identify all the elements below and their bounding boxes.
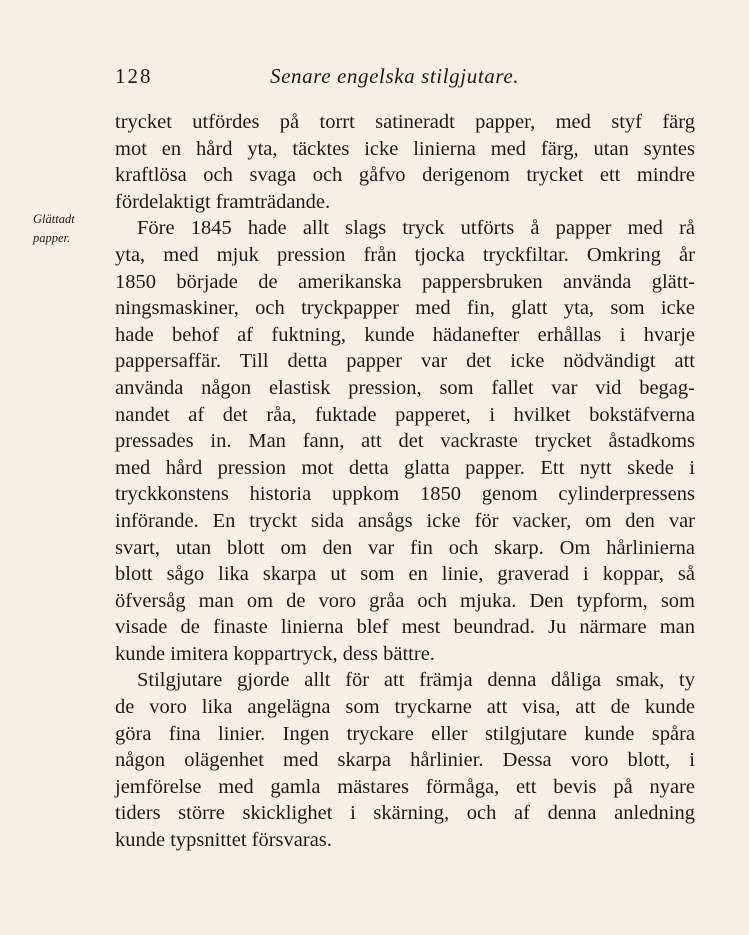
text-line: använda någon elastisk pression, som fallet var vid begag-	[115, 376, 695, 399]
text-line: pressades in. Man fann, att det vackraste trycket åstadkoms	[115, 430, 695, 453]
text-line: fördelaktigt framträdande.	[115, 190, 331, 213]
text-line: tryckkonstens historia uppkom 1850 genom cylinderpressens	[115, 483, 695, 506]
text-line: visade de finaste linierna blef mest beundrad. Ju närmare man	[115, 616, 695, 639]
text-line: mot en hård yta, täcktes icke linierna med färg, utan syntes	[115, 137, 695, 160]
margin-note-line: Glättadt	[33, 212, 75, 226]
text-line: med hård pression mot detta glatta papper. Ett nytt skede i	[115, 456, 695, 479]
text-line: kraftlösa och svaga och gåfvo derigenom trycket ett mindre	[115, 164, 695, 187]
text-line: Före 1845 hade allt slags tryck utförts å papper med rå	[137, 217, 695, 240]
text-line: jemförelse med gamla mästares förmåga, ett bevis på nyare	[115, 775, 695, 798]
text-line: ningsmaskiner, och tryckpapper med fin, glatt yta, som icke	[115, 297, 695, 320]
margin-note-line: papper.	[33, 231, 71, 245]
text-line: någon olägenhet med skarpa hårlinier. Dessa voro blott, i	[115, 749, 695, 772]
text-line: kunde typsnittet försvaras.	[115, 829, 332, 852]
text-line: de voro lika angelägna som tryckarne att visa, att de kunde	[115, 696, 695, 719]
text-line: pappersaffär. Till detta papper var det icke nödvändigt att	[115, 350, 695, 373]
page-number: 128	[115, 64, 153, 88]
text-line: blott sågo lika skarpa ut som en linie, graverad i koppar, så	[115, 563, 695, 586]
text-line: kunde imitera koppartryck, dess bättre.	[115, 642, 435, 665]
text-line: införande. En tryckt sida ansågs icke för vacker, om den var	[115, 509, 695, 532]
text-line: trycket utfördes på torrt satineradt papper, med styf färg	[115, 111, 695, 133]
text-line: Stilgjutare gjorde allt för att främja denna dåliga smak, ty	[137, 669, 695, 692]
text-line: tiders större skicklighet i skärning, och af denna anledning	[115, 802, 695, 825]
text-line: yta, med mjuk pression från tjocka tryckfiltar. Omkring år	[115, 243, 695, 266]
margin-note	[33, 210, 103, 248]
text-line: öfversåg man om de voro gråa och mjuka. Den typform, som	[115, 589, 695, 612]
text-line: 1850 började de amerikanska pappersbruken använda glätt-	[115, 270, 695, 293]
text-line: hade behof af fuktning, kunde hädanefter erhållas i hvarje	[115, 323, 695, 346]
text-line: nandet af det råa, fuktade papperet, i hvilket bokstäfverna	[115, 403, 695, 426]
text-line: svart, utan blott om den var fin och skarp. Om hårlinierna	[115, 536, 695, 559]
page-header	[115, 64, 695, 92]
body-text	[115, 109, 695, 854]
text-line: göra fina linier. Ingen tryckare eller stilgjutare kunde spåra	[115, 722, 695, 745]
running-title: Senare engelska stilgjutare.	[270, 64, 520, 88]
